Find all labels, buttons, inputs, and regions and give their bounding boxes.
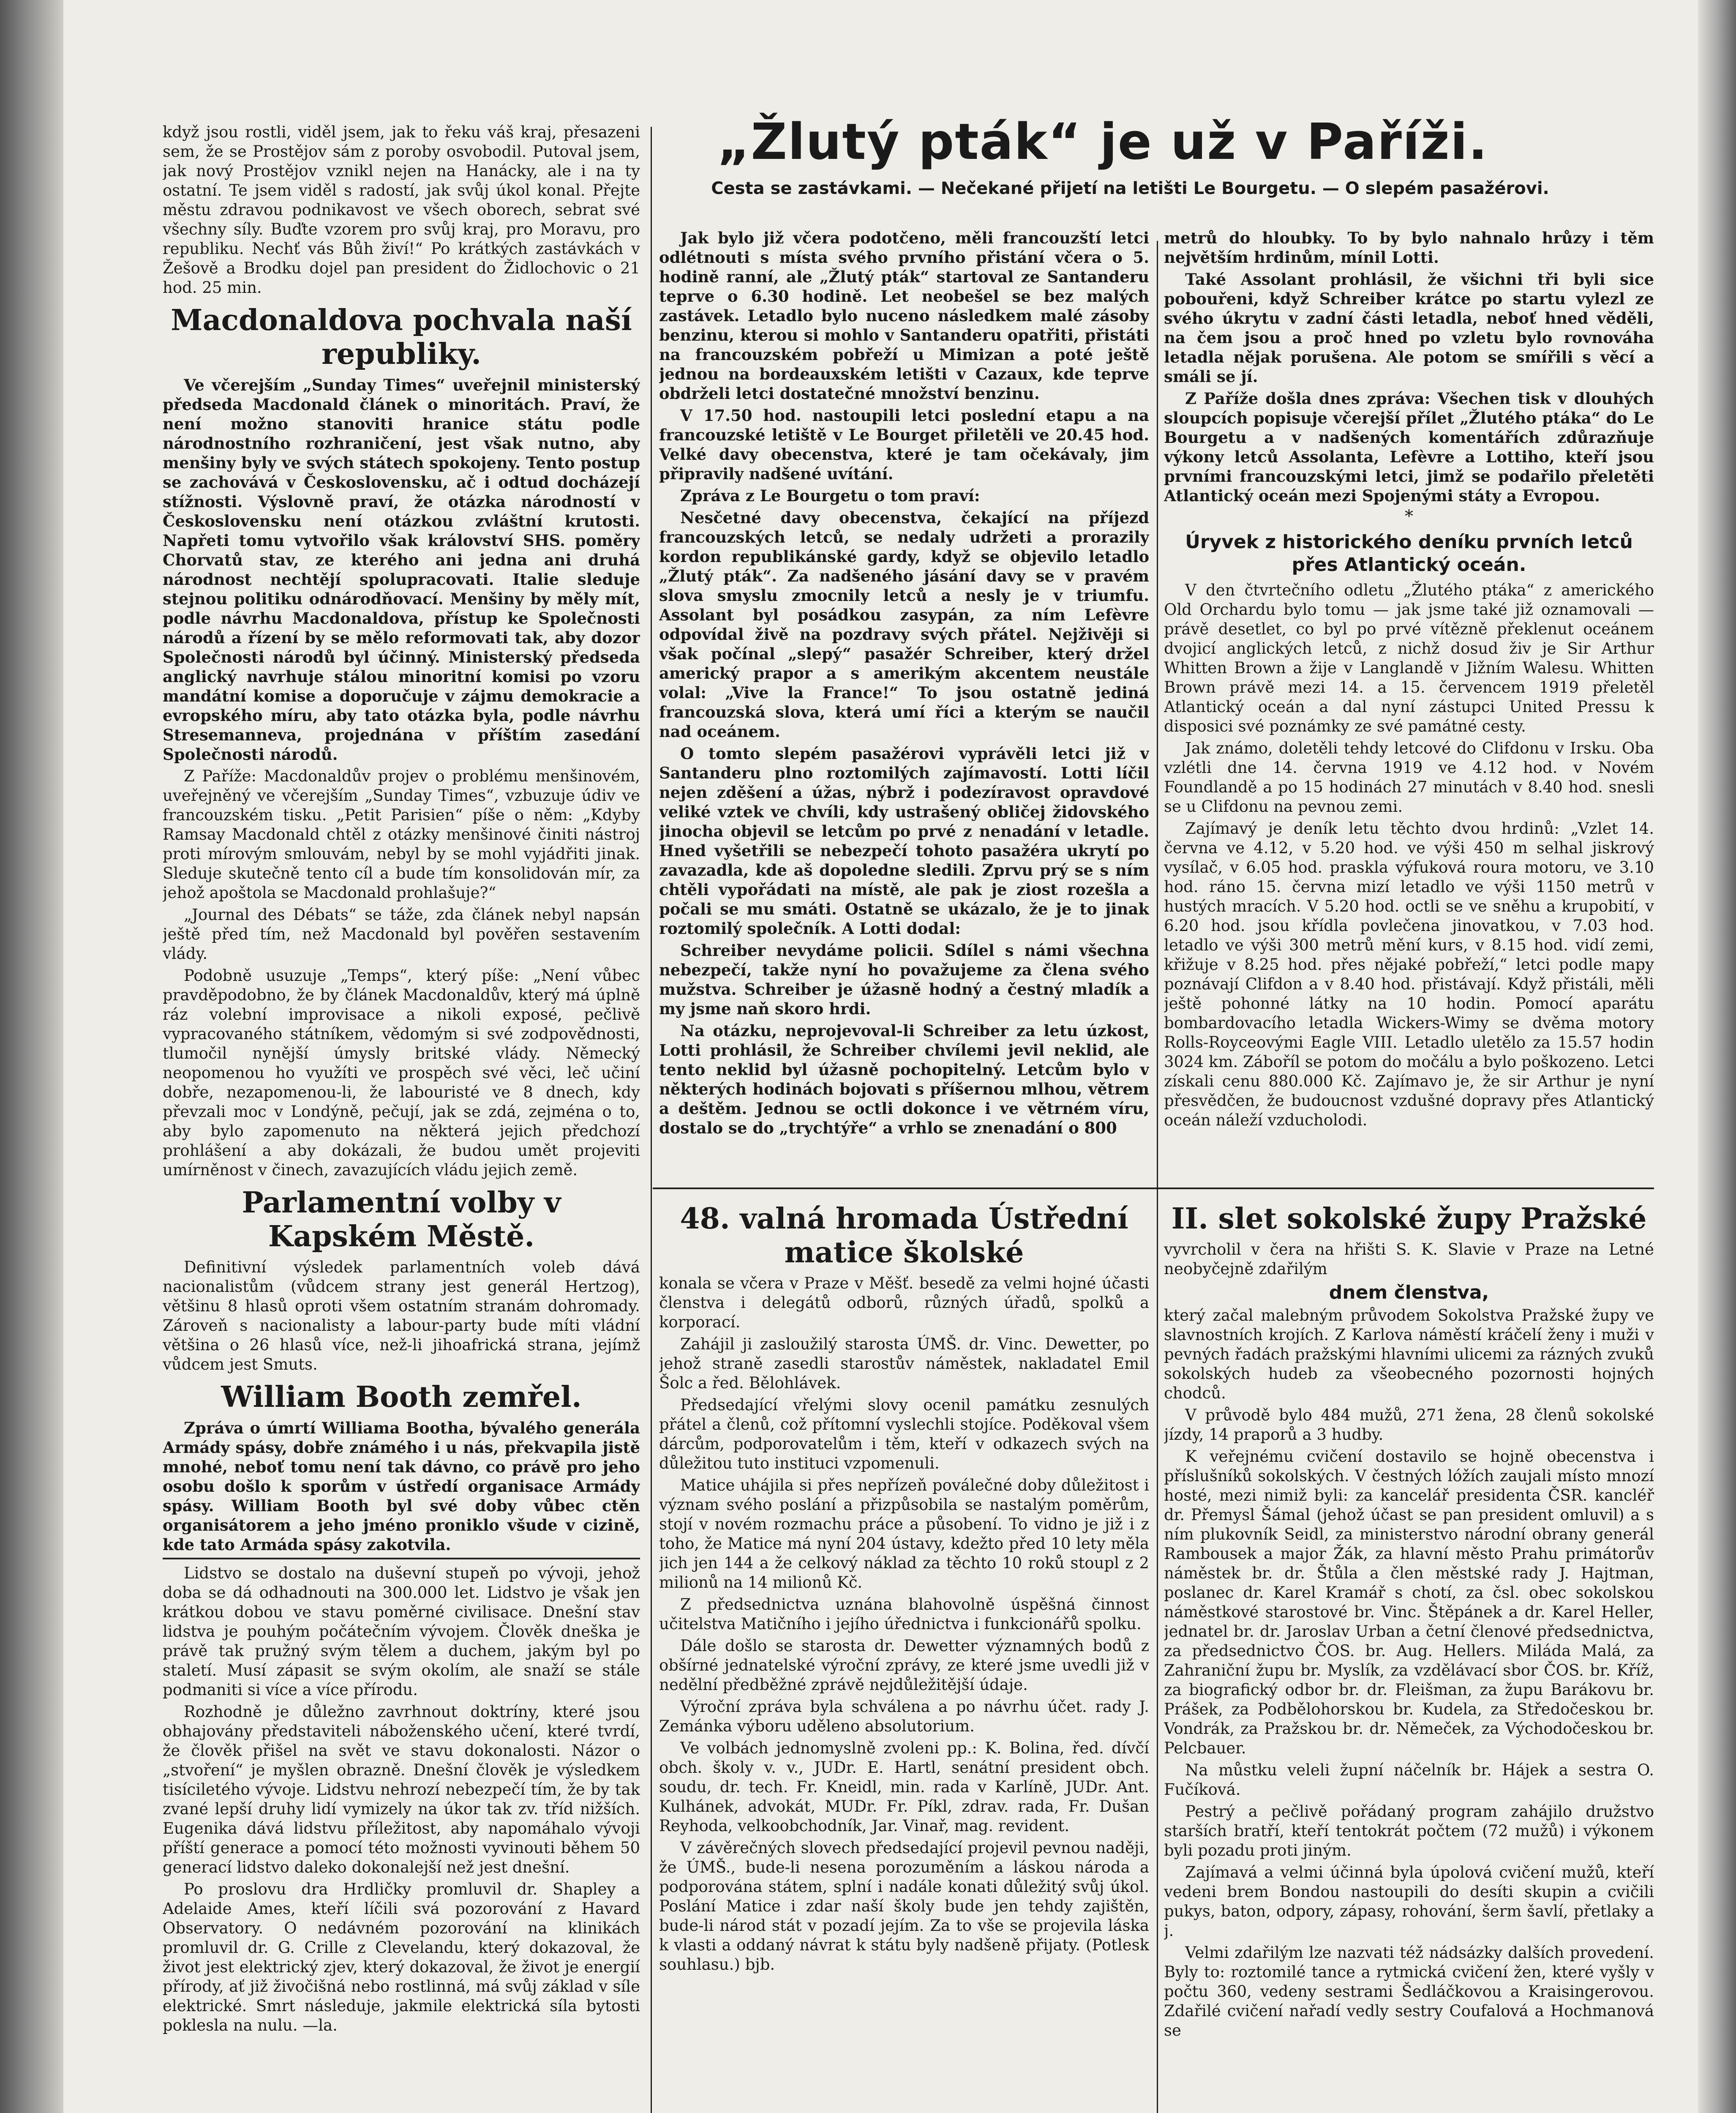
column-divider-right (1157, 241, 1158, 2113)
matice-paragraph: Výroční zpráva byla schválena a po návrhu účet. rady J. Zemánka výboru uděleno absolutorium. (659, 1698, 1149, 1735)
matice-paragraph: Z předsednictva uznána blahovolně úspěšná činnost učitelstva Matičního i jejího úřednictva i funkcionářů spolku. (659, 1595, 1149, 1633)
section-divider (653, 1188, 1654, 1189)
yellow-bird-paragraph: V 17.50 hod. nastoupili letci poslední etapu a na francouzské letiště v Le Bourget přiletěli ve 20.45 hod. Velké davy obecenstva, které je tam očekávaly, jim připravily nadšené uvítání. (659, 406, 1149, 483)
booth-article-lead: Zpráva o úmrtí Williama Bootha, bývalého generála Armády spásy, dobře známého i u nás, překvapila jistě mnohé, neboť tomu není tak dávno, co právě pro jeho osobu došlo k sporům v ústředí organisace Armády spásy. William Booth byl své doby vůbec ctěn organisátorem a jeho jméno proniklo všude v cizině, kde tato Armáda spásy zakotvila. (163, 1419, 640, 1554)
sokol-article (1164, 1196, 1654, 2113)
science-paragraph: Rozhodně je důležno zavrhnout doktríny, které jsou obhajovány představiteli náboženského učení, které tvrdí, že člověk přišel na svět ve stavu dokonalosti. Názor o „stvoření“ je myšlen obrazně. Dnešní člověk je výsledkem tisíciletého vývoje. Lidstvu nehrozí nebezpečí tím, že by tak zvané lepší druhy lidí vymizely na úkor tak zv. tříd nižších. Eugenika dává lidstvu příležitost, aby napomáhalo vývoji příští generace a pomocí této možnosti vyvinouti během 50 generací lidstvo daleko dokonalejší než jest dnešní. (163, 1703, 640, 1876)
macdonald-article-paragraph: Podobně usuzuje „Temps“, který píše: „Není vůbec pravděpodobno, že by článek Macdonaldův, který má úplně ráz volební improvisace a nikoli exposé, pečlivě vypracovaného státníkem, vědomým si své zodpovědnosti, tlumočil nynější úmysly britské vlády. Německý neopomenou ho využíti ve prospěch své věci, leč učiní dobře, nezapomenou-li, že labouristé ve 8 dnech, kdy převzali moc v Londýně, pečují, jak se zdá, zejména o to, aby bylo zapomenuto na některá jejich předchozí prohlášení a aby dokázali, že budou umět projeviti umírněnost v činech, zavazujících vládu jejich země. (163, 966, 640, 1179)
yellow-bird-paragraph: Zpráva z Le Bourgetu o tom praví: (680, 486, 980, 505)
yellow-bird-paragraph: Z Paříže došla dnes zpráva: Všechen tisk v dlouhých sloupcích popisuje včerejší přílet „Žlutého ptáka“ do Le Bourgetu a v nadšených komentářích zdůrazňuje výkony letců Assolanta, Lefèvre a Lottiho, kteří jsou prvními francouzskými letci, jimž se podařilo přeletěti Atlantický oceán mezi Spojenými státy a Evropou. (1164, 389, 1654, 505)
sokol-paragraph: vyvrcholil v čera na hřišti S. K. Slavie v Praze na Letné neobyčejně zdařilým (1164, 1240, 1654, 1278)
science-paragraph: Lidstvo se dostalo na duševní stupeň po vývoji, jehož doba se dá odhadnouti na 300.000 let. Lidstvo je však jen krátkou dobou ve stavu poměrné civilisace. Dnešní stav lidstva je pouhým počátečním vývojem. Člověk dneška je právě tak pružný svým tělem a duchem, jakým byl po staletí. Musí zápasit se svým okolím, ale snaží se stále podmaniti si více a více přírodu. (163, 1564, 640, 1699)
sokol-paragraph: Na můstku veleli župní náčelník br. Hájek a sestra O. Fučíková. (1164, 1761, 1654, 1799)
matice-article (659, 1196, 1149, 2113)
macdonald-article-title: Macdonaldova pochvala naší republiky. (171, 303, 632, 371)
diary-article-title: Úryvek z historického deníku prvních letců přes Atlantický oceán. (1185, 531, 1633, 576)
diary-paragraph: V den čtvrtečního odletu „Žlutého ptáka“ z amerického Old Orchardu bylo tomu — jak jsme také již oznamovali — právě desetlet, co byl po prvé vítězně překlenut oceánem dvojicí anglických letců, z nichž dosud živ je Sir Arthur Whitten Brown a žije v Langlandě v Jižním Walesu. Whitten Brown právě mezi 14. a 15. červencem 1919 přeletěl Atlantický oceán a dal nyní zástupci United Pressu k disposici své poznámky ze své památné cesty. (1164, 581, 1654, 735)
diary-paragraph: Zajímavý je deník letu těchto dvou hrdinů: „Vzlet 14. června ve 4.12, v 5.20 hod. ve výši 450 m selhal jiskrový vysílač, v 6.05 hod. praskla výfuková roura motoru, ve 3.10 hod. ráno 15. června mizí letadlo ve výši 1150 metrů v hustých mracích. V 5.20 hod. octli se ve sněhu a krupobití, v 6.20 hod. jsou křídla povlečena jinovatkou, v 7.03 hod. letadlo ve výši 300 metrů mění kurs, v 8.15 hod. vidí zemi, křižuje v 8.25 hod. přes nějaké pobřeží,“ letci podle mapy poznávají Clifdon a v 8.40 hod. přistávají. Když přistáli, měli ještě pohonné látky na 10 hodin. Pomocí aparátu bombardovacího letadla Wickers-Wimy se dvěma motory Rolls-Royceovými Eagle VIII. Letadlo uletělo za 15.57 hodin 3024 km. Záboříl se potom do močálu a bylo poškozeno. Letci získali cenu 880.000 Kč. Zajímavo je, že sir Arthur je nyní přesvědčen, že budoucnost vzdušné dopravy přes Atlantický oceán náleží vzducholodi. (1164, 819, 1654, 1129)
middle-column (659, 228, 1149, 1179)
booth-article-title: William Booth zemřel. (221, 1380, 582, 1414)
section-rule (163, 1558, 640, 1559)
matice-paragraph: Matice uhájila si přes nepřízeň poválečné doby důležitost i význam svého poslání a přizpůsobila se nastalým poměrům, stojí v novém rozmachu práce a působení. To vidno je již i z toho, že Matice má nyní 204 ústavy, kdežto před 10 lety měla jich jen 144 a že celkový náklad za těchto 10 roků stoupl z 2 milionů na 14 milionů Kč. (659, 1476, 1149, 1592)
right-column-top (1164, 228, 1654, 1179)
sokol-paragraph: Velmi zdařilým lze nazvati též nádsázky dalších provedení. Byly to: roztomilé tance a rytmická cvičení žen, které vyšly v počtu 360, vedeny sestrami Šedláčkovou a Kraisingerovou. Zdařilé cvičení nařadí vedly sestry Coufalová a Hochmanová se (1164, 1944, 1654, 2039)
science-paragraph: Po proslovu dra Hrdličky promluvil dr. Shapley a Adelaide Ames, kteří líčili svá pozorování z Havard Observatory. O nedávném pozorování na klinikách promluvil dr. G. Crille z Clevelandu, který dokazoval, že život jest elektrický zjev, který dokazoval, že život je energií přírody, ať již živočišná nebo rostlinná, má svůj základ v síle elektrické. Smrt následuje, jakmile elektrická síla bytosti poklesla na nulu. —la. (163, 1880, 640, 2034)
matice-paragraph: Ve volbách jednomyslně zvoleni pp.: K. Bolina, řed. dívčí obch. školy v. v., JUDr. E. Hartl, senátní president obch. soudu, dr. tech. Fr. Kneidl, min. rada v Karlíně, JUDr. Ant. Kulhánek, advokát, MUDr. Fr. Píkl, zdrav. rada, Fr. Dušan Reyhoda, velkoobchodník, Jar. Vinař, mag. revident. (659, 1739, 1149, 1835)
kapsko-article-text: Definitivní výsledek parlamentních voleb dává nacionalistům (vůdcem strany jest generál Hertzog), většinu 8 hlasů oproti všem ostatním stranám dohromady. Zároveň s nacionalisty a labour-party bude míti vládní většina o 26 hlasů více, než-li jihoafrická strana, jejímž vůdcem jest Smuts. (163, 1258, 640, 1373)
left-column (163, 123, 640, 2113)
sokol-article-title: II. slet sokolské župy Pražské (1171, 1202, 1647, 1236)
sokol-paragraph: V průvodě bylo 484 mužů, 271 žena, 28 členů sokolské jízdy, 14 praporů a 3 hudby. (1164, 1406, 1654, 1444)
matice-paragraph: V závěrečných slovech předsedající projevil pevnou naději, že ÚMŠ., bude-li nesena porozuměním a láskou národa a podporována státem, splní i nadále konati důležitý svůj úkol. Poslání Matice i zdar naší školy bude jen tehdy zajištěn, bude-li národ stát v pozadí jejím. Za to vše se projevila láska k vlasti a oddaný návrat k státu byly nadšeně přijaty. (Potlesk souhlasu.) bjb. (659, 1839, 1149, 1974)
continued-article-text: když jsou rostli, viděl jsem, jak to řeku váš kraj, přesazeni sem, že se Prostějov sám z poroby osvobodil. Putoval jsem, jak nový Prostějov vznikl nejen na Hanácky, ale i na ty ostatní. Te jsem viděl s radostí, jak svůj úkol konal. Přejte městu zdravou podnikavost ve všech oborech, sebrat své všechny síly. Buďte vzorem pro svůj kraj, pro Moravu, pro republiku. Nechť vás Bůh živí!“ Po krátkých zastávkách v Žešově a Brodku dojel pan president do Židlochovic o 21 hod. 25 min. (163, 123, 640, 297)
sokol-paragraph: Pestrý a pečlivě pořádaný program zahájilo družstvo starších bratří, kteří tentokrát počtem (72 mužů) i výkonem byli pozadu proti jiným. (1164, 1802, 1654, 1859)
matice-paragraph: Dále došlo se starosta dr. Dewetter významných bodů z obšírné jednatelské výroční zprávy, ze které jsme uvedli již v nedělní předběžné zprávě nejdůležitější údaje. (659, 1637, 1149, 1694)
asterisk-separator: * (1405, 507, 1413, 526)
macdonald-article-lead: Ve včerejším „Sunday Times“ uveřejnil ministerský předseda Macdonald článek o minoritách. Praví, že není možno stanoviti hranice státu podle národnostního rozhraničení, jest však nutno, aby menšiny byly ve svých státech spokojeny. Tento postup se zachovává v Československu, ač i odtud docházejí stížnosti. Výslovně praví, že otázka národností v Československu není otázkou zvláštní krutosti. Napřeti tomu vytvořilo však království SHS. poměry Chorvatů stav, ze kterého ani jedna ani druhá národnost nechtějí spolupracovati. Italie sleduje stejnou politiku odnárodňovací. Menšiny by měly mít, podle návrhu Macdonaldova, přístup ke Společnosti národů a řízení by se mělo reformovati tak, aby dozor Společnosti národů byl účinný. Ministerský předseda anglický navrhuje stálou minoritní komisi po vzoru mandátní komise a doporučuje v zájmu demokracie a evropského míru, aby tato otázka byla, podle návrhu Stresemanneva, projednána v příštím zasedání Společnosti národů. (163, 376, 640, 764)
yellow-bird-paragraph: O tomto slepém pasažérovi vyprávěli letci již v Santanderu plno roztomilých zajímavostí. Lotti líčil nejen zděšení a úžas, nýbrž i podezíravost opravdové veliké vztek ve chvíli, kdy ustrašený obličej židovského jinocha objevil se letcům po prvé z nenadání v letadle. Hned vyšetřili se nebezpečí tohoto pasažéra ukrytí po zavazadla, kde aš dopoledne sledili. Zprvu prý se s ním chtěli vypořádati na místě, ale pak je ziost rozešla a počali se mu smáti. Ostatně se ukázalo, že je to jinak roztomilý společník. A Lotti dodal: (659, 744, 1149, 938)
yellow-bird-paragraph: Také Assolant prohlásil, že všichni tři byli sice pobouřeni, když Schreiber krátce po startu vylezl ze svého úkrytu v zadní části letadla, neboť hned věděli, na čem jsou a proč hned po vzletu bylo rovnováha letadla nějak porušena. Ale potom se smířili s věcí a smáli se jí. (1164, 270, 1654, 386)
scan-edge-right (1698, 0, 1736, 2113)
yellow-bird-paragraph: Schreiber nevydáme policii. Sdílel s námi všechna nebezpečí, takže nyní ho považujeme za člena svého mužstva. Schreiber je úžasně hodný a čestný mladík a my jsme naň skoro hrdi. (659, 941, 1149, 1018)
matice-paragraph: konala se včera v Praze v Měšť. besedě za velmi hojné účasti členstva i delegátů odborů, různých úřadů, spolků a korporací. (659, 1274, 1149, 1331)
matice-paragraph: Předsedající vřelými slovy ocenil památku zesnulých přátel a členů, což přítomní vyslechli stojíce. Poděkoval všem dárcům, podporovatelům i těm, kteří v odkazech svých na důležitou tuto instituci vzpomenuli. (659, 1396, 1149, 1472)
macdonald-article-paragraph: „Journal des Débats“ se táže, zda článek nebyl napsán ještě před tím, než Macdonald byl pověřen sestavením vlády. (163, 906, 640, 963)
scan-edge-left (0, 0, 63, 2113)
column-divider-left (651, 127, 652, 2113)
yellow-bird-paragraph: Nesčetné davy obecenstva, čekající na příjezd francouzských letců, se nedaly udržeti a prorazily kordon republikánské gardy, když se objevilo letadlo „Žlutý pták“. Za nadšeného jásání davy se v pravém slova smyslu zmocnily letců a nesly je v triumfu. Assolant byl posádkou zasypán, za ním Lefèvre odpovídal živě na pozdravy svých přátel. Nejživěji si však počínal „slepý“ pasažér Schreiber, který držel americký prapor a s amerikým akcentem neustále volal: „Vive la France!“ To jsou ostatně jediná francouzská slova, která umí říci a kterým se naučil nad oceánem. (659, 508, 1149, 741)
diary-paragraph: Jak známo, doletěli tehdy letcové do Clifdonu v Irsku. Oba vzlétli dne 14. června 1919 ve 4.12 hod. v Novém Foundlandě a po 15 hodinách 27 minutách v 8.40 hod. snesli se u Clifdonu na pevnou zemi. (1164, 739, 1654, 816)
yellow-bird-paragraph: metrů do hloubky. To by bylo nahnalo hrůzy i těm největším hrdinům, mínil Lotti. (1164, 229, 1654, 267)
sokol-subheading: dnem členstva, (1329, 1282, 1489, 1303)
main-subhead: Cesta se zastávkami. — Nečekané přijetí na letišti Le Bourgetu. — O slepém pasažérovi. (711, 179, 1549, 198)
yellow-bird-paragraph: Na otázku, neprojevoval-li Schreiber za letu úzkost, Lotti prohlásil, že Schreiber chvílemi jevil neklid, ale tento neklid byl úžasně pochopitelný. Letcům bylo v některých hodinách bojovati s příšernou mlhou, větrem a deštěm. Jednou se octli dokonce i ve větrném víru, dostalo se do „trychtýře“ a vrhlo se znenadání o 800 (659, 1021, 1149, 1137)
macdonald-article-paragraph: Z Paříže: Macdonaldův projev o problému menšinovém, uveřejněný ve včerejším „Sunday Times“, vzbuzuje údiv ve francouzském tisku. „Petit Parisien“ píše o něm: „Kdyby Ramsay Macdonald chtěl z otázky menšinové činiti nástroj proti mírovým smlouvám, nebyl by se mohl vyjádřiti jinak. Sleduje skutečně tento cíl a bude tím konsolidován mír, za jehož apoštola se Macdonald prohlašuje?“ (163, 767, 640, 902)
yellow-bird-paragraph: Jak bylo již včera podotčeno, měli francouzští letci odlétnouti s místa svého prvního přistání včera o 5. hodině ranní, ale „Žlutý pták“ startoval ze Santanderu teprve o 6.30 hodině. Let neobešel se bez malých zastávek. Letadlo bylo nuceno následkem malé zásoby benzinu, kterou si mohlo v Santanderu opatřiti, přistáti na francouzském pobřeží u Mimizan a poté ještě jednou na bordeauxském letišti v Cazaux, kde teprve obdrželi letci dostatečné množství benzinu. (659, 229, 1149, 403)
sokol-paragraph: K veřejnému cvičení dostavilo se hojně obecenstva i příslušníků sokolských. V čestných lóžích zaujali místo mnozí hosté, mezi nimiž byli: za kancelář presidenta ČSR. kancléř dr. Přemysl Šámal (jehož účast se pan president omluvil) a s ním plukovník Seidl, za ministerstvo národní obrany generál Rambousek a major Žák, za hlavní město Prahu primátorův náměstek br. dr. Štůla a člen městské rady J. Hajtman, poslanec dr. Karel Kramář s chotí, za čsl. obec sokolskou náměstkové starostové br. Vinc. Štěpánek a dr. Karel Heller, jednatel br. dr. Jaroslav Urban a četní členové předsednictva, za předsednictvo ČOS. br. Aug. Hellers. Miláda Malá, za Zahraniční župu br. Myslík, za vzdělávací sbor ČOS. br. Kříž, za biografický odbor br. dr. Fleišman, za župu Barákovu br. Prášek, za Podbělohorskou br. Kudela, za Středočeskou br. Vondrák, za Pražskou br. dr. Němeček, za Východočeskou br. Pelcbauer. (1164, 1447, 1654, 1757)
main-headline: „Žlutý pták“ je už v Paříži. (717, 112, 1488, 171)
matice-paragraph: Zahájil ji zasloužilý starosta ÚMŠ. dr. Vinc. Dewetter, po jehož straně zasedli starostův náměstek, nakladatel Emil Šolc a řed. Bělohlávek. (659, 1335, 1149, 1392)
sokol-paragraph: Zajímavá a velmi účinná byla úpolová cvičení mužů, kteří vedeni brem Bondou nastoupili do desíti skupin a cvičili pukys, baton, odpory, zápasy, rohování, šerm šavlí, přetlaky a j. (1164, 1863, 1654, 1940)
sokol-paragraph: který začal malebným průvodem Sokolstva Pražské župy ve slavnostních krojích. Z Karlova náměstí kráčelí ženy i muži v pevných řadách pražskými hlavními ulicemi za rázných zvuků sokolských hudeb za všeobecného pozornosti hojných chodců. (1164, 1306, 1654, 1402)
matice-article-title: 48. valná hromada Ústřední matice školské (680, 1202, 1128, 1269)
kapsko-article-title: Parlamentní volby v Kapském Městě. (242, 1186, 561, 1253)
